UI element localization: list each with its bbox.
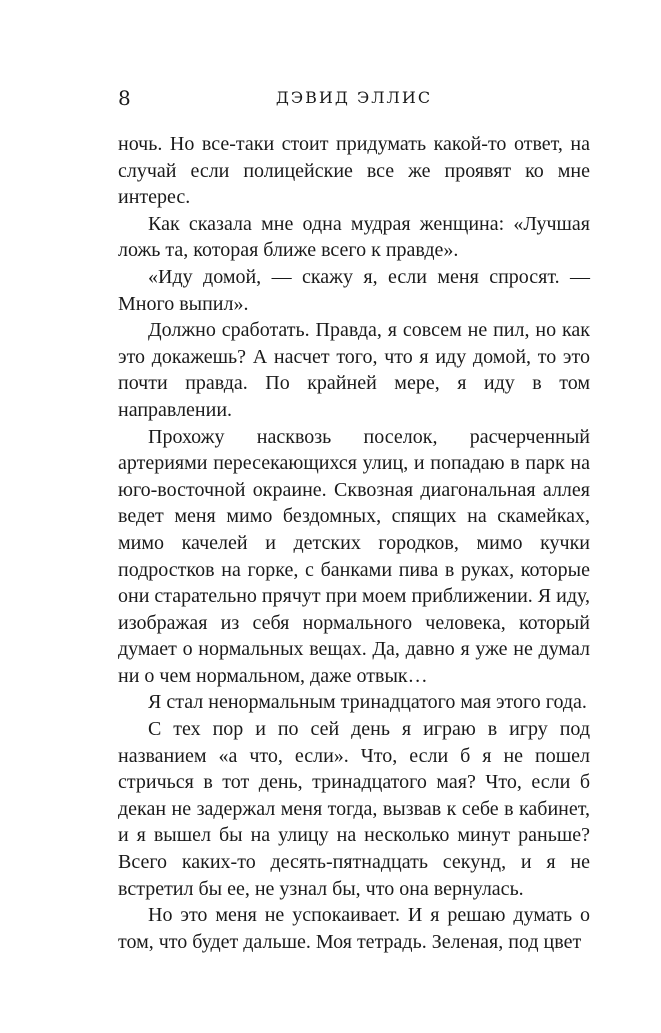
page-header — [118, 84, 590, 112]
paragraph: С тех пор и по сей день я играю в игру под названием «а что, если». Что, если б я не пошел стричься в тот день, тринадцатого мая? Что, если б декан не задержал меня тогда, вызвав к себе в кабинет, и я вышел бы на улицу на несколько минут раньше? Всего каких-то десять-пятнадцать секунд, и я не встретил бы ее, не узнал бы, что она вернулась. — [118, 718, 590, 900]
paragraph: Должно сработать. Правда, я совсем не пил, но как это докажешь? А насчет того, что я иду домой, то это почти правда. По крайней мере, я иду в том направлении. — [118, 319, 590, 421]
page-number: 8 — [118, 86, 131, 110]
running-title: ДЭВИД ЭЛЛИС — [275, 88, 433, 107]
paragraph: Я стал ненормальным тринадцатого мая этого года. — [148, 691, 587, 714]
paragraph: Как сказала мне одна мудрая женщина: «Лучшая ложь та, которая ближе всего к правде». — [118, 212, 590, 262]
paragraph: Но это меня не успокаивает. И я решаю думать о том, что будет дальше. Моя тетрадь. Зеленая, под цвет — [118, 904, 590, 953]
paragraph: Прохожу насквозь поселок, расчерченный артериями пересекающихся улиц, и попадаю в парк на юго-восточной окраине. Сквозная диагональная аллея ведет меня мимо бездомных, спящих на скамейках, мимо качелей и детских городков, мимо кучки подростков на горке, с банками пива в руках, которые они старательно прячут при моем приближении. Я иду, изображая из себя нормального человека, который думает о нормальных вещах. Да, давно я уже не думал ни о чем нормальном, даже отвык… — [118, 425, 590, 687]
page-body — [118, 131, 590, 955]
paragraph: «Иду домой, — скажу я, если меня спросят. — Много выпил». — [118, 265, 590, 315]
paragraph: ночь. Но все-таки стоит придумать какой-то ответ, на случай если полицейские все же проявят ко мне интерес. — [118, 133, 590, 209]
